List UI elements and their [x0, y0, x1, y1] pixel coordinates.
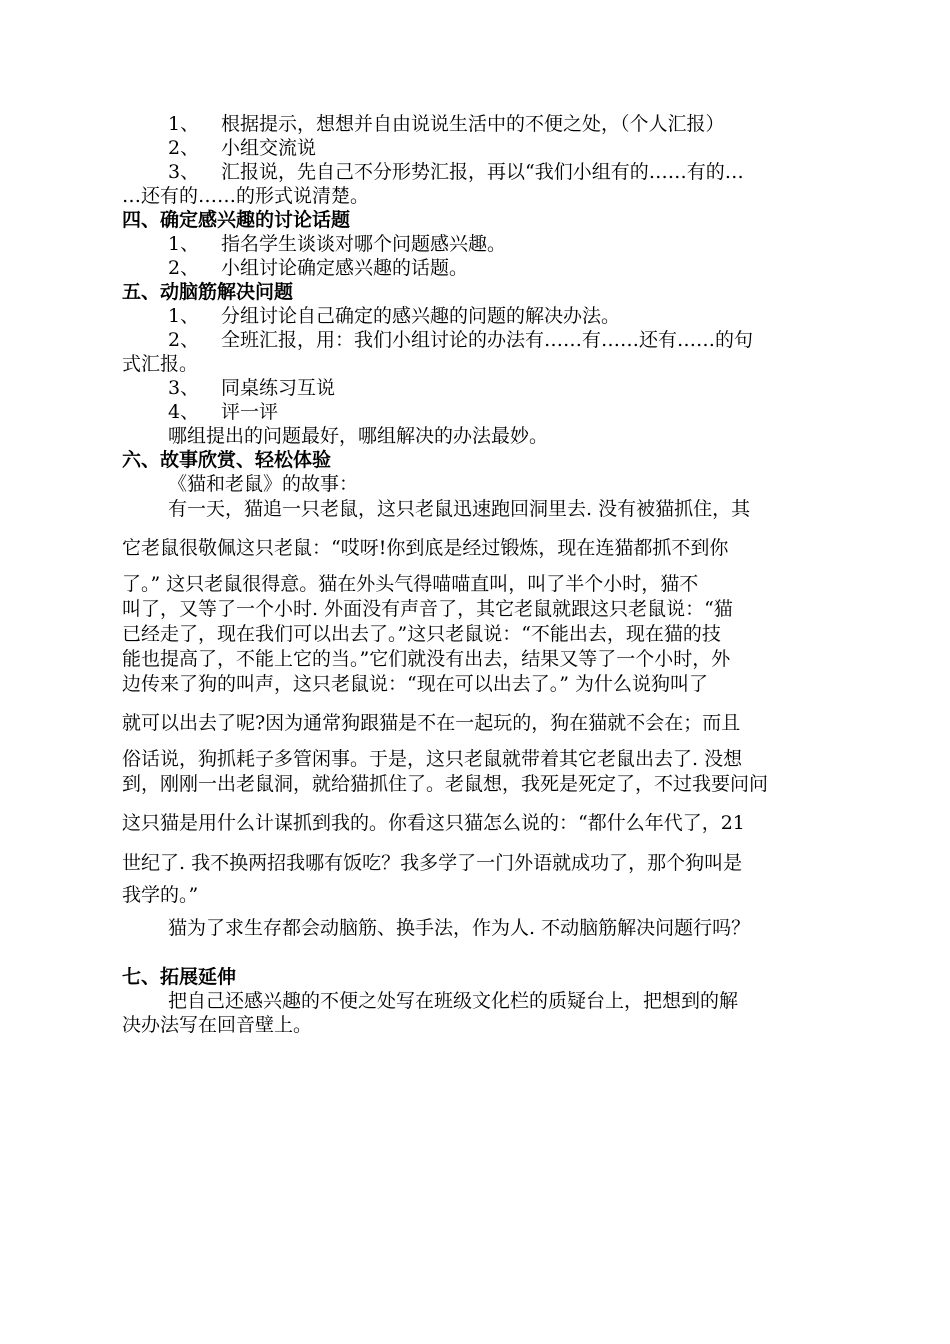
- document-page: [122, 112, 844, 1037]
- section-heading: 六、故事欣赏、轻松体验: [122, 449, 332, 471]
- story-line: 了。” 这只老鼠很得意。猫在外头气得喵喵直叫，叫了半个小时，猫不: [122, 573, 699, 595]
- item-number: 2、: [168, 137, 200, 159]
- paragraph-line: 决办法写在回音壁上。: [122, 1014, 313, 1036]
- section-heading: 五、动脑筋解决问题: [122, 281, 294, 303]
- story-line: 能也提高了，不能上它的当。”它们就没有出去，结果又等了一个小时，外: [122, 648, 731, 670]
- story-line: 俗话说，狗抓耗子多管闲事。于是，这只老鼠就带着其它老鼠出去了. 没想: [122, 748, 743, 770]
- section7: [122, 965, 844, 1037]
- item-number: 1、: [168, 233, 200, 255]
- item-text: 全班汇报，用：我们小组讨论的办法有……有……还有……的句: [221, 329, 754, 351]
- section4: [122, 208, 844, 280]
- list-item: [122, 400, 844, 424]
- story-line: 我学的。”: [122, 884, 199, 906]
- item-number: 1、: [168, 113, 200, 135]
- story-line: 到，刚刚一出老鼠洞，就给猫抓住了。老鼠想，我死是死定了，不过我要问问: [122, 773, 769, 795]
- list-item: [122, 160, 844, 184]
- item-text: 分组讨论自己确定的感兴趣的问题的解决办法。: [221, 305, 621, 327]
- list-item: [122, 136, 844, 160]
- paragraph-line: 把自己还感兴趣的不便之处写在班级文化栏的质疑台上，把想到的解: [168, 990, 739, 1012]
- story-line: 就可以出去了呢?因为通常狗跟猫是不在一起玩的，狗在猫就不会在；而且: [122, 712, 741, 734]
- item-number: 3、: [168, 377, 200, 399]
- item-continuation: 式汇报。: [122, 353, 199, 375]
- item-text: 汇报说，先自己不分形势汇报，再以“我们小组有的……有的…: [221, 161, 744, 183]
- list-item: [122, 256, 844, 280]
- story-moral: 猫为了求生存都会动脑筋、换手法，作为人. 不动脑筋解决问题行吗？: [168, 917, 751, 939]
- list-item: [122, 112, 844, 136]
- story-line: 叫了，又等了一个小时. 外面没有声音了，其它老鼠就跟这只老鼠说：“猫: [122, 598, 733, 620]
- item-number: 4、: [168, 401, 200, 423]
- story-title: 《猫和老鼠》的故事：: [168, 473, 359, 495]
- item-number: 1、: [168, 305, 200, 327]
- item-continuation: …还有的……的形式说清楚。: [122, 185, 370, 207]
- section-heading: 七、拓展延伸: [122, 966, 237, 988]
- item-text: 根据提示，想想并自由说说生活中的不便之处，（个人汇报）: [221, 113, 725, 135]
- story-line: 世纪了. 我不换两招我哪有饭吃？我多学了一门外语就成功了，那个狗叫是: [122, 852, 743, 874]
- item-number: 3、: [168, 161, 200, 183]
- section5: [122, 280, 844, 448]
- list-item: [122, 376, 844, 400]
- item-text: 评一评: [221, 401, 279, 423]
- story-line: 这只猫是用什么计谋抓到我的。你看这只猫怎么说的：“都什么年代了，21: [122, 812, 745, 834]
- list-item: [122, 232, 844, 256]
- item-number: 2、: [168, 257, 200, 279]
- section-heading: 四、确定感兴趣的讨论话题: [122, 209, 351, 231]
- section3: [122, 112, 844, 208]
- story-body: [122, 497, 844, 941]
- section6: [122, 448, 844, 941]
- story-line: 它老鼠很敬佩这只老鼠：“哎呀!你到底是经过锻炼，现在连猫都抓不到你: [122, 537, 729, 559]
- story-line: 有一天，猫追一只老鼠，这只老鼠迅速跑回洞里去. 没有被猫抓住，其: [168, 498, 751, 520]
- item-text: 指名学生谈谈对哪个问题感兴趣。: [221, 233, 507, 255]
- item-text: 同桌练习互说: [221, 377, 336, 399]
- story-line: 已经走了，现在我们可以出去了。”这只老鼠说：“不能出去，现在猫的技: [122, 623, 721, 645]
- section-note: 哪组提出的问题最好，哪组解决的办法最妙。: [168, 425, 549, 447]
- story-line: 边传来了狗的叫声，这只老鼠说：“现在可以出去了。” 为什么说狗叫了: [122, 673, 708, 695]
- list-item: [122, 328, 844, 352]
- item-text: 小组交流说: [221, 137, 317, 159]
- list-item: [122, 304, 844, 328]
- item-text: 小组讨论确定感兴趣的话题。: [221, 257, 469, 279]
- item-number: 2、: [168, 329, 200, 351]
